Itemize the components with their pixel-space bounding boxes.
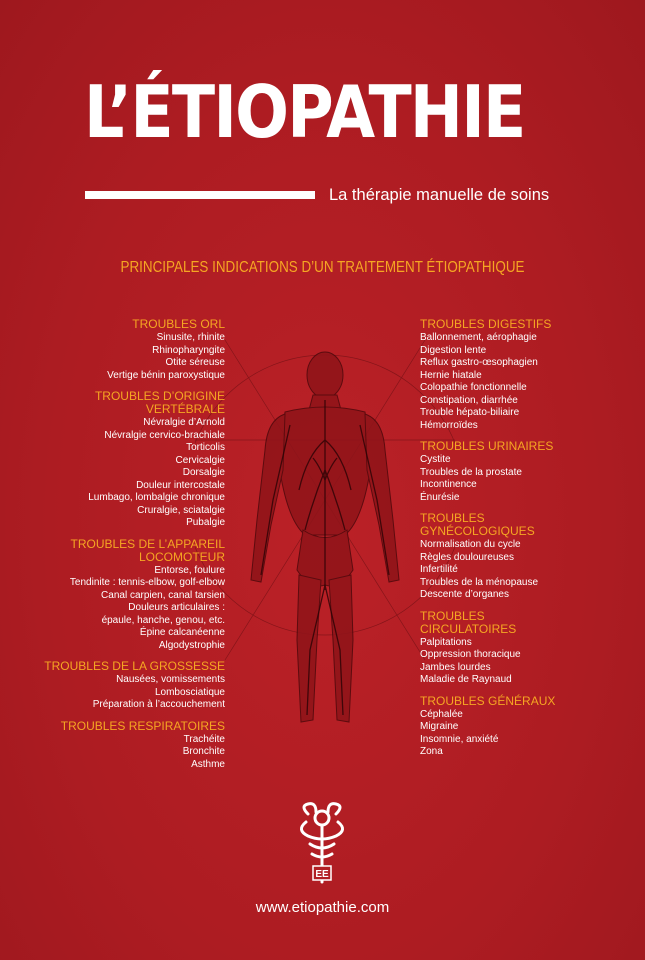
section-troubles-circulatoires <box>420 610 555 687</box>
section-title-line: VERTÉBRALE <box>145 402 225 416</box>
list-item: Reflux gastro-œsophagien <box>420 357 538 368</box>
list-item: Canal carpien, canal tarsien <box>101 589 225 601</box>
list-item: Cystite <box>420 454 451 465</box>
section-troubles-generaux <box>420 695 555 759</box>
list-item: Insomnie, anxiété <box>420 733 499 745</box>
list-item: Tendinite : tennis-elbow, golf-elbow <box>69 577 225 588</box>
list-item: Nausées, vomissements <box>116 674 225 685</box>
list-item: Constipation, diarrhée <box>420 394 518 406</box>
list-item: Asthme <box>191 758 225 770</box>
section-title: TROUBLES DE LA GROSSESSE <box>44 659 225 673</box>
section-title: TROUBLES DIGESTIFS <box>420 317 552 331</box>
list-item: Normalisation du cycle <box>420 539 521 550</box>
website-link[interactable]: www.etiopathie.com <box>255 899 390 916</box>
section-title: TROUBLES ORL <box>132 317 225 331</box>
list-item: épaule, hanche, genou, etc. <box>101 614 225 626</box>
section-troubles-respiratoires <box>44 720 225 772</box>
list-item: Névralgie cervico-brachiale <box>104 429 225 441</box>
page-subtitle: La thérapie manuelle de soins <box>329 186 550 204</box>
section-title: TROUBLES RESPIRATOIRES <box>60 718 225 733</box>
section-title <box>420 610 555 636</box>
section-troubles-digestifs <box>420 318 555 432</box>
section-title <box>44 538 225 564</box>
list-item: Épine calcanéenne <box>139 627 225 638</box>
section-title-line: TROUBLES <box>420 511 485 525</box>
list-item: Zona <box>420 746 443 757</box>
right-column <box>420 318 555 767</box>
list-item: Hernie hiatale <box>420 369 482 381</box>
section-title: TROUBLES GÉNÉRAUX <box>420 693 556 708</box>
list-item: Troubles de la ménopause <box>420 576 539 588</box>
section-troubles-grossesse <box>44 660 225 712</box>
list-item: Trachéite <box>183 733 225 745</box>
list-item: Colopathie fonctionnelle <box>420 382 527 393</box>
section-title-line: CIRCULATOIRES <box>420 621 517 636</box>
list-item: Hémorroïdes <box>420 419 478 431</box>
list-item: Torticolis <box>186 442 225 453</box>
section-title-line: TROUBLES DE L’APPAREIL <box>70 536 225 551</box>
list-item: Vertige bénin paroxystique <box>107 369 225 381</box>
list-item: Rhinopharyngite <box>152 344 225 356</box>
list-item: Migraine <box>420 721 459 732</box>
list-item: Ballonnement, aérophagie <box>420 332 537 343</box>
section-title <box>44 390 225 416</box>
section-troubles-vertebrale <box>44 390 225 530</box>
list-item: Céphalée <box>420 708 463 720</box>
list-item: Cervicalgie <box>175 454 225 466</box>
section-troubles-urinaires <box>420 440 555 504</box>
section-heading: PRINCIPALES INDICATIONS D’UN TRAITEMENT ÉTIOPATHIQUE <box>120 259 525 276</box>
list-item: Lumbago, lombalgie chronique <box>88 492 225 503</box>
list-item: Règles douloureuses <box>420 551 514 563</box>
list-item: Dorsalgie <box>182 467 225 478</box>
list-item: Douleurs articulaires : <box>128 602 225 613</box>
section-title-line: TROUBLES D’ORIGINE <box>94 389 225 403</box>
list-item: Douleur intercostale <box>136 479 225 491</box>
list-item: Lombosciatique <box>154 686 225 698</box>
list-item: Jambes lourdes <box>420 661 491 673</box>
list-item: Entorse, foulure <box>154 564 225 576</box>
section-troubles-gynecologiques <box>420 512 555 602</box>
list-item: Troubles de la prostate <box>420 466 522 478</box>
section-title: TROUBLES URINAIRES <box>420 439 554 453</box>
section-troubles-orl <box>44 318 225 382</box>
title-underline <box>85 191 315 199</box>
section-troubles-locomoteur <box>44 538 225 653</box>
list-item: Infertilité <box>420 564 458 575</box>
list-item: Digestion lente <box>420 344 487 356</box>
section-title-line: TROUBLES <box>420 608 485 623</box>
svg-text:EE: EE <box>315 869 329 880</box>
list-item: Oppression thoracique <box>420 649 521 660</box>
list-item: Préparation à l’accouchement <box>92 699 225 710</box>
page-title: L’ÉTIOPATHIE <box>84 70 525 154</box>
list-item: Incontinence <box>420 479 477 490</box>
list-item: Maladie de Raynaud <box>420 674 512 685</box>
section-title-line: LOCOMOTEUR <box>138 549 225 564</box>
list-item: Otite séreuse <box>165 357 225 368</box>
caduceus-key-icon <box>286 800 358 890</box>
list-item: Énurésie <box>420 491 460 503</box>
section-title <box>420 512 555 538</box>
list-item: Névralgie d’Arnold <box>143 417 225 428</box>
left-column <box>44 318 225 779</box>
list-item: Palpitations <box>420 636 472 648</box>
list-item: Cruralgie, sciatalgie <box>137 504 225 516</box>
list-item: Pubalgie <box>186 517 225 528</box>
section-title-line: GYNÉCOLOGIQUES <box>420 524 535 538</box>
list-item: Descente d’organes <box>420 589 509 600</box>
list-item: Bronchite <box>182 746 225 757</box>
list-item: Algodystrophie <box>158 639 225 651</box>
list-item: Sinusite, rhinite <box>156 332 225 343</box>
anatomical-figure-illustration <box>195 330 455 750</box>
list-item: Trouble hépato-biliaire <box>420 407 520 418</box>
